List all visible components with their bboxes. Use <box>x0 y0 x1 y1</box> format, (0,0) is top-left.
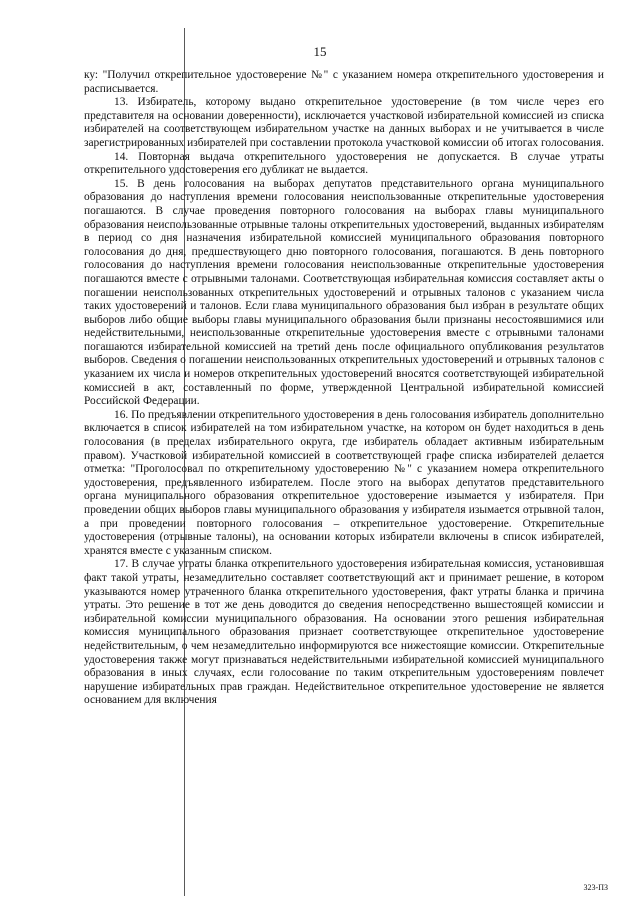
paragraph-16: 16. По предъявлении открепительного удостоверения в день голосования избиратель дополнительно включается в список избирателей на том избирательном участке, на котором он будет находиться в день голосования (в пределах избирательного округа, где избиратель обладает активным избирательным правом). Участковой избирательной комиссией в соответствующей графе списка избирателей делается отметка: "Проголосовал по открепительному удостоверению №" с указанием номера открепительного удостоверения, предъявленного избирателем. После этого на выборах депутатов представительного органа муниципального образования открепительное удостоверение изымается у избирателя. При проведении общих выборов главы муниципального образования у избирателя изымается отрывной талон, а при проведении повторного голосования – открепительное удостоверение. Открепительные удостоверения (отрывные талоны), на основании которых избиратели включены в список избирателей, хранятся вместе с указанным списком. <box>84 408 604 557</box>
paragraph-15: 15. В день голосования на выборах депутатов представительного органа муниципального образования до наступления времени голосования неиспользованные открепительные удостоверения погашаются. В случае проведения повторного голосования на выборах главы муниципального образования неиспользованные отрывные талоны открепительных удостоверений, выданных избирателям в период со дня назначения избирательной комиссией муниципального образования повторного голосования до дня, предшествующего дню повторного голосования, погашаются. В день повторного голосования до наступления времени голосования неиспользованные открепительные удостоверения погашаются вместе с отрывными талонами. Соответствующая избирательная комиссия составляет акты о погашении неиспользованных открепительных удостоверений и отрывных талонов с указанием числа таких удостоверений и талонов. Если глава муниципального образования был избран в результате общих выборов либо общие выборы главы муниципального образования были признаны несостоявшимися или недействительными, неиспользованные открепительные удостоверения вместе с отрывными талонами погашаются избирательной комиссией на третий день после официального опубликования результатов выборов. Сведения о погашении неиспользованных открепительных удостоверений и отрывных талонов с указанием их числа и номеров открепительных удостоверений вносятся соответствующей избирательной комиссией в акт, составленный по форме, утвержденной Центральной избирательной комиссией Российской Федерации. <box>84 177 604 408</box>
paragraph-17: 17. В случае утраты бланка открепительного удостоверения избирательная комиссия, установившая факт такой утраты, незамедлительно составляет соответствующий акт и принимает решение, в котором указываются номер утраченного бланка открепительного удостоверения, факт утраты бланка и причина утраты. Это решение в тот же день доводится до сведения непосредственно вышестоящей комиссии и избирательной комиссии муниципального образования. На основании этого решения избирательная комиссия муниципального образования признает соответствующее открепительное удостоверение недействительным, о чем незамедлительно информируются все нижестоящие комиссии. Открепительные удостоверения также могут признаваться недействительными избирательной комиссией муниципального образования в иных случаях, если голосование по таким открепительным удостоверениям повлечет нарушение избирательных прав граждан. Недействительное открепительное удостоверение не является основанием для включения <box>84 558 604 707</box>
document-body <box>84 69 604 708</box>
footer-code: 323-ПЗ <box>583 883 608 892</box>
paragraph-13: 13. Избиратель, которому выдано открепительное удостоверение (в том числе через его представителя на основании доверенности), исключается участковой избирательной комиссией из списка избирателей на соответствующем избирательном участке на данных выборах и не учитывается в числе зарегистрированных избирателей при составлении протокола участковой комиссии об итогах голосования. <box>84 96 604 149</box>
page-number: 15 <box>313 44 327 59</box>
paragraph-14: 14. Повторная выдача открепительного удостоверения не допускается. В случае утраты открепительного удостоверения его дубликат не выдается. <box>84 150 604 177</box>
paragraph-continuation: ку: "Получил открепительное удостоверение №" с указанием номера открепительного удостоверения и расписывается. <box>84 69 604 95</box>
